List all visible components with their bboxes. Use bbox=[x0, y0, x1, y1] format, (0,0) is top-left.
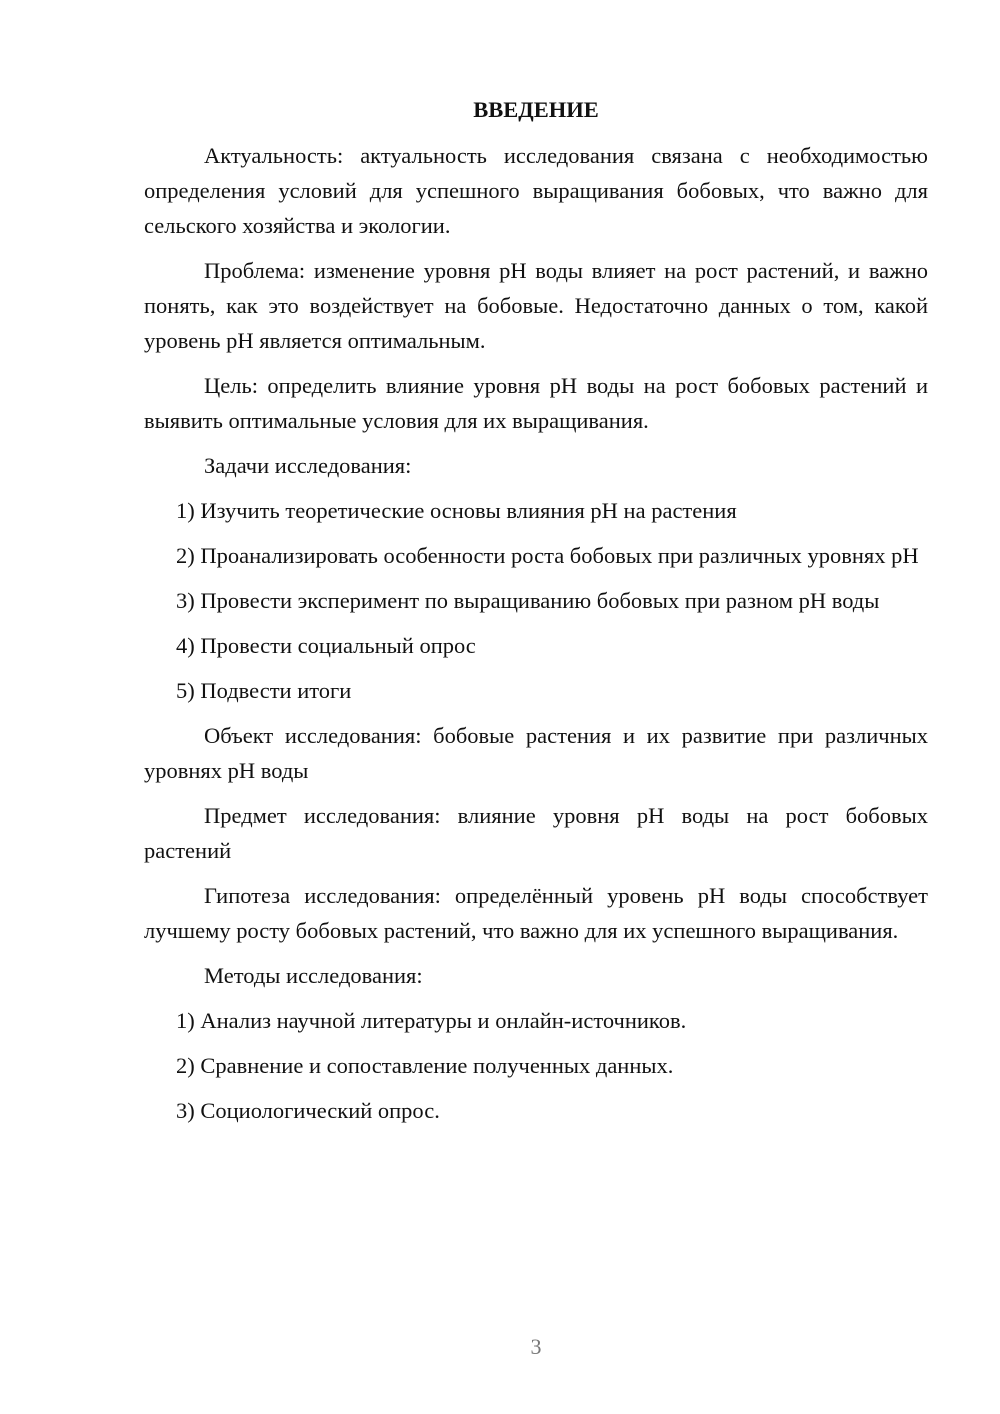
task-item-5: 5) Подвести итоги bbox=[176, 678, 352, 703]
method-item-2: 2) Сравнение и сопоставление полученных данных. bbox=[176, 1053, 674, 1078]
method-item-3: 3) Социологический опрос. bbox=[176, 1098, 440, 1123]
problem-paragraph: Проблема: изменение уровня pH воды влияет на рост растений, и важно понять, как это воздействует на бобовые. Недостаточно данных о том, какой уровень pH является оптимальным. bbox=[144, 258, 928, 353]
method-item-1: 1) Анализ научной литературы и онлайн-источников. bbox=[176, 1008, 687, 1033]
task-item-3: 3) Провести эксперимент по выращиванию бобовых при разном pH воды bbox=[176, 588, 880, 613]
hypothesis-paragraph: Гипотеза исследования: определённый уровень pH воды способствует лучшему росту бобовых растений, что важно для их успешного выращивания. bbox=[144, 883, 928, 943]
goal-paragraph: Цель: определить влияние уровня pH воды на рост бобовых растений и выявить оптимальные условия для их выращивания. bbox=[144, 373, 928, 433]
task-item-1: 1) Изучить теоретические основы влияния pH на растения bbox=[176, 498, 737, 523]
subject-paragraph: Предмет исследования: влияние уровня pH воды на рост бобовых растений bbox=[144, 803, 928, 863]
task-item-2: 2) Проанализировать особенности роста бобовых при различных уровнях pH bbox=[176, 543, 919, 568]
methods-heading: Методы исследования: bbox=[204, 963, 423, 988]
object-paragraph: Объект исследования: бобовые растения и их развитие при различных уровнях pH воды bbox=[144, 723, 928, 783]
page-number: 3 bbox=[530, 1334, 542, 1359]
tasks-heading: Задачи исследования: bbox=[204, 453, 412, 478]
section-title: ВВЕДЕНИЕ bbox=[473, 97, 599, 122]
page-content bbox=[144, 92, 928, 1138]
task-item-4: 4) Провести социальный опрос bbox=[176, 633, 476, 658]
relevance-paragraph: Актуальность: актуальность исследования связана с необходимостью определения условий для успешного выращивания бобовых, что важно для сельского хозяйства и экологии. bbox=[144, 143, 928, 238]
